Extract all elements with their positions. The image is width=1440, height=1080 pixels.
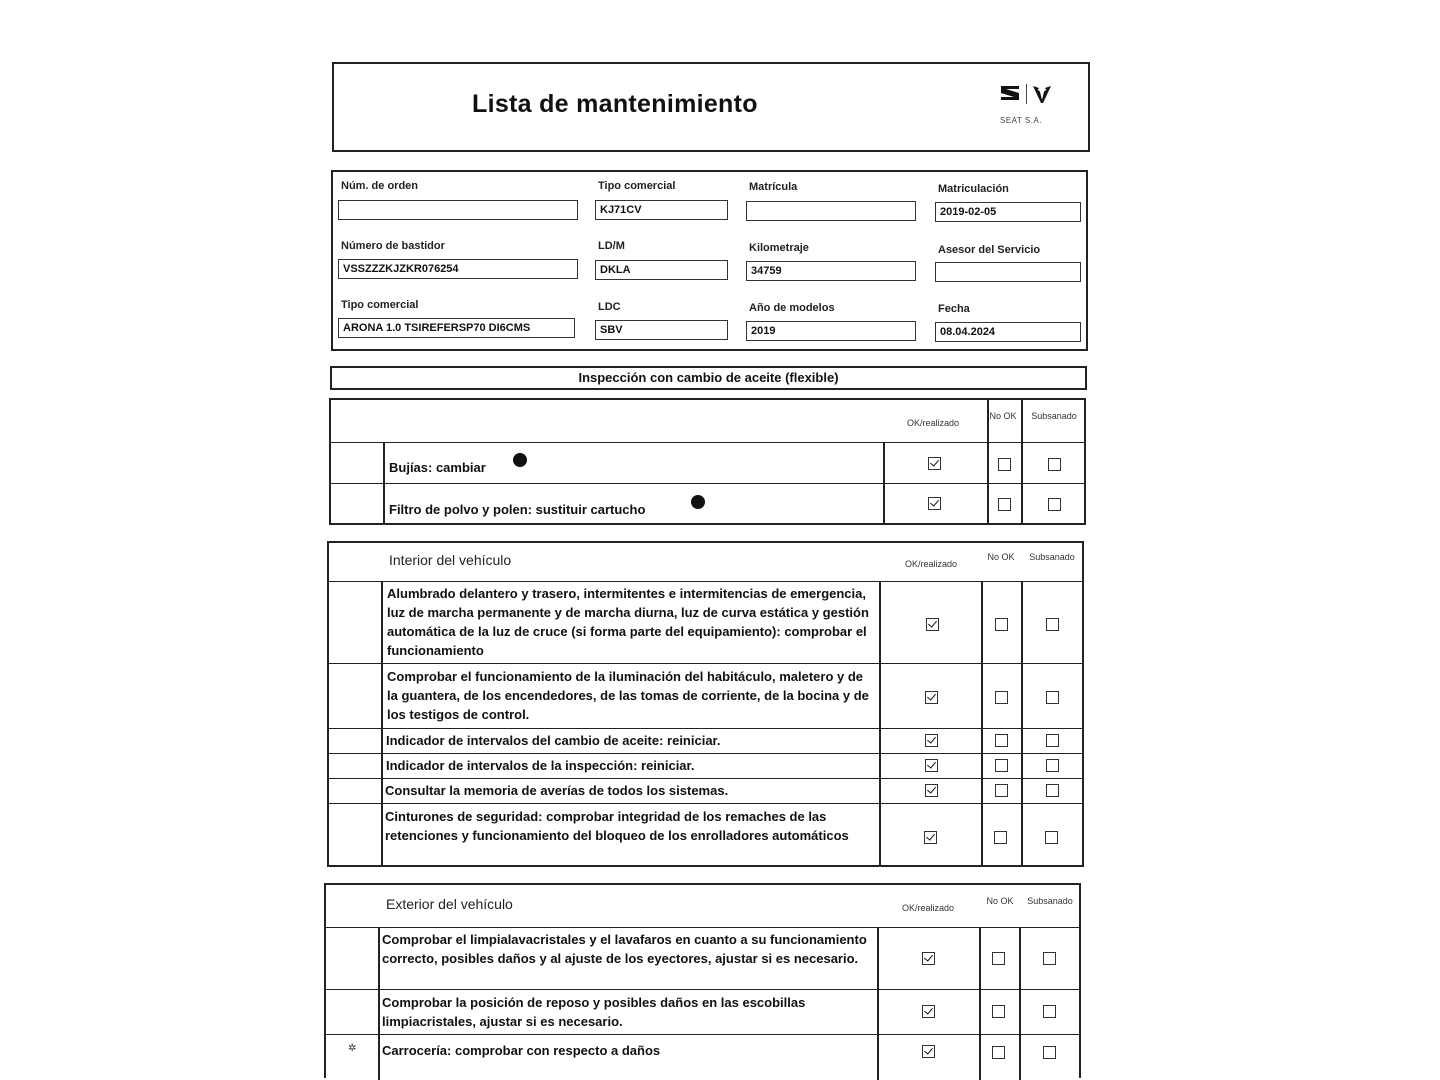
checkbox-sub[interactable] xyxy=(1048,498,1061,511)
star-mark-icon: ✲ xyxy=(348,1043,357,1054)
checkbox-sub[interactable] xyxy=(1048,458,1061,471)
checkbox-sub[interactable] xyxy=(1045,831,1058,844)
col-sub-header: Subsanado xyxy=(1031,411,1077,421)
field-date[interactable]: 08.04.2024 xyxy=(935,322,1081,342)
page-title: Lista de mantenimiento xyxy=(472,90,758,118)
field-label-advisor: Asesor del Servicio xyxy=(938,244,1041,256)
col-sub-header: Subsanado xyxy=(1029,552,1075,562)
table-interior xyxy=(327,541,1084,867)
row-text: Comprobar el funcionamiento de la iluminación del habitáculo, maletero y de la guantera, de los encendedores, de las tomas de corriente, de la bocina y de los testigos de control. xyxy=(387,669,869,722)
row-text: Alumbrado delantero y trasero, intermitentes e intermitencias de emergencia, luz de marcha permanente y de marcha diurna, luz de curva estática y gestión automática de la luz de cruce (si forma parte del equipamiento): comprobar el funcionamiento xyxy=(387,586,869,658)
row-text: Filtro de polvo y polen: sustituir cartucho xyxy=(389,502,646,517)
col-nok-header: No OK xyxy=(989,411,1017,421)
row-text: Carrocería: comprobar con respecto a daños xyxy=(382,1043,661,1058)
checkbox-ok[interactable] xyxy=(924,831,937,844)
field-commercial-type[interactable]: KJ71CV xyxy=(595,200,728,220)
field-label-ldm: LD/M xyxy=(598,240,625,252)
table-header xyxy=(331,400,1084,443)
checkbox-nok[interactable] xyxy=(995,784,1008,797)
row-text: Consultar la memoria de averías de todos los sistemas. xyxy=(385,783,729,798)
checkbox-ok[interactable] xyxy=(928,497,941,510)
checkbox-ok[interactable] xyxy=(925,734,938,747)
col-nok-header: No OK xyxy=(986,896,1014,906)
table-exterior xyxy=(324,883,1081,1078)
checkbox-sub[interactable] xyxy=(1043,1046,1056,1059)
field-label-ldc: LDC xyxy=(598,301,621,313)
checkbox-nok[interactable] xyxy=(992,1046,1005,1059)
checkbox-nok[interactable] xyxy=(995,734,1008,747)
cupra-logo-icon xyxy=(1032,84,1052,104)
table-row xyxy=(329,664,1082,729)
col-sub-header: Subsanado xyxy=(1027,896,1073,906)
checkbox-sub[interactable] xyxy=(1046,784,1059,797)
checkbox-ok[interactable] xyxy=(928,457,941,470)
table-row xyxy=(326,927,1079,990)
checkbox-sub[interactable] xyxy=(1043,1005,1056,1018)
table-title: Interior del vehículo xyxy=(389,552,512,568)
checkbox-nok[interactable] xyxy=(992,1005,1005,1018)
field-ldm[interactable]: DKLA xyxy=(595,260,728,280)
field-label-order: Núm. de orden xyxy=(341,180,419,192)
checkbox-ok[interactable] xyxy=(922,1045,935,1058)
checkbox-nok[interactable] xyxy=(998,458,1011,471)
table-row xyxy=(329,779,1082,804)
table-row xyxy=(329,804,1082,867)
checkbox-nok[interactable] xyxy=(995,618,1008,631)
vehicle-info-block xyxy=(331,170,1088,351)
checkbox-sub[interactable] xyxy=(1046,734,1059,747)
table-row xyxy=(326,1035,1079,1075)
row-text: Indicador de intervalos del cambio de aceite: reiniciar. xyxy=(386,733,721,748)
checkbox-sub[interactable] xyxy=(1046,618,1059,631)
checkbox-nok[interactable] xyxy=(992,952,1005,965)
col-ok-header: OK/realizado xyxy=(904,559,958,569)
field-order-number[interactable] xyxy=(338,200,578,220)
field-label-commercial-type: Tipo comercial xyxy=(598,180,676,192)
section-title-bar: Inspección con cambio de aceite (flexible) xyxy=(330,366,1087,390)
col-ok-header: OK/realizado xyxy=(901,903,955,913)
checkbox-ok[interactable] xyxy=(925,759,938,772)
marker-dot xyxy=(513,453,527,467)
checkbox-sub[interactable] xyxy=(1043,952,1056,965)
checkbox-nok[interactable] xyxy=(998,498,1011,511)
field-vin[interactable]: VSSZZZKJZKR076254 xyxy=(338,259,578,279)
col-ok-header: OK/realizado xyxy=(906,418,960,428)
table-header xyxy=(329,543,1082,582)
field-model-year[interactable]: 2019 xyxy=(746,321,916,341)
checkbox-nok[interactable] xyxy=(995,759,1008,772)
row-text: Comprobar el limpialavacristales y el lavafaros en cuanto a su funcionamiento correcto, posibles daños y al ajuste de los eyectores, ajustar si es necesario. xyxy=(382,932,867,966)
table-row xyxy=(331,442,1084,484)
logo-divider xyxy=(1026,84,1027,104)
table-row xyxy=(331,484,1084,525)
field-label-vin: Número de bastidor xyxy=(341,240,445,252)
seat-logo-icon xyxy=(1000,84,1020,102)
field-service-advisor[interactable] xyxy=(935,262,1081,282)
table-header xyxy=(326,885,1079,928)
field-label-plate: Matrícula xyxy=(749,181,798,193)
table-row xyxy=(329,729,1082,754)
checkbox-ok[interactable] xyxy=(922,952,935,965)
field-ldc[interactable]: SBV xyxy=(595,320,728,340)
field-label-model-year: Año de modelos xyxy=(749,302,835,314)
row-text: Cinturones de seguridad: comprobar integridad de los remaches de las retenciones y funcionamiento del bloqueo de los enrolladores automáticos xyxy=(385,809,849,843)
checkbox-nok[interactable] xyxy=(994,831,1007,844)
table-row xyxy=(329,581,1082,664)
field-commercial-type-full[interactable]: ARONA 1.0 TSIREFERSP70 DI6CMS xyxy=(338,318,575,338)
checkbox-ok[interactable] xyxy=(925,784,938,797)
field-plate[interactable] xyxy=(746,201,916,221)
col-nok-header: No OK xyxy=(987,552,1015,562)
field-mileage[interactable]: 34759 xyxy=(746,261,916,281)
checkbox-sub[interactable] xyxy=(1046,759,1059,772)
checkbox-ok[interactable] xyxy=(922,1005,935,1018)
row-text: Comprobar la posición de reposo y posibles daños en las escobillas limpiacristales, ajustar si es necesario. xyxy=(382,995,806,1029)
row-text: Indicador de intervalos de la inspección: reiniciar. xyxy=(386,758,695,773)
brand-logo xyxy=(992,80,1062,130)
checkbox-ok[interactable] xyxy=(926,618,939,631)
checkbox-nok[interactable] xyxy=(995,691,1008,704)
checkbox-ok[interactable] xyxy=(925,691,938,704)
header-box xyxy=(332,62,1090,152)
field-label-mileage: Kilometraje xyxy=(749,242,809,254)
marker-dot xyxy=(691,495,705,509)
table-row xyxy=(326,990,1079,1035)
checkbox-sub[interactable] xyxy=(1046,691,1059,704)
table-title: Exterior del vehículo xyxy=(386,896,513,912)
table-row xyxy=(329,754,1082,779)
table-inspection-items xyxy=(329,398,1086,525)
field-label-date: Fecha xyxy=(938,303,970,315)
brand-text: SEAT S.A. xyxy=(1000,116,1042,125)
field-label-registration: Matriculación xyxy=(938,183,1009,195)
field-label-commercial-type-2: Tipo comercial xyxy=(341,299,419,311)
field-registration-date[interactable]: 2019-02-05 xyxy=(935,202,1081,222)
row-text: Bujías: cambiar xyxy=(389,460,486,475)
